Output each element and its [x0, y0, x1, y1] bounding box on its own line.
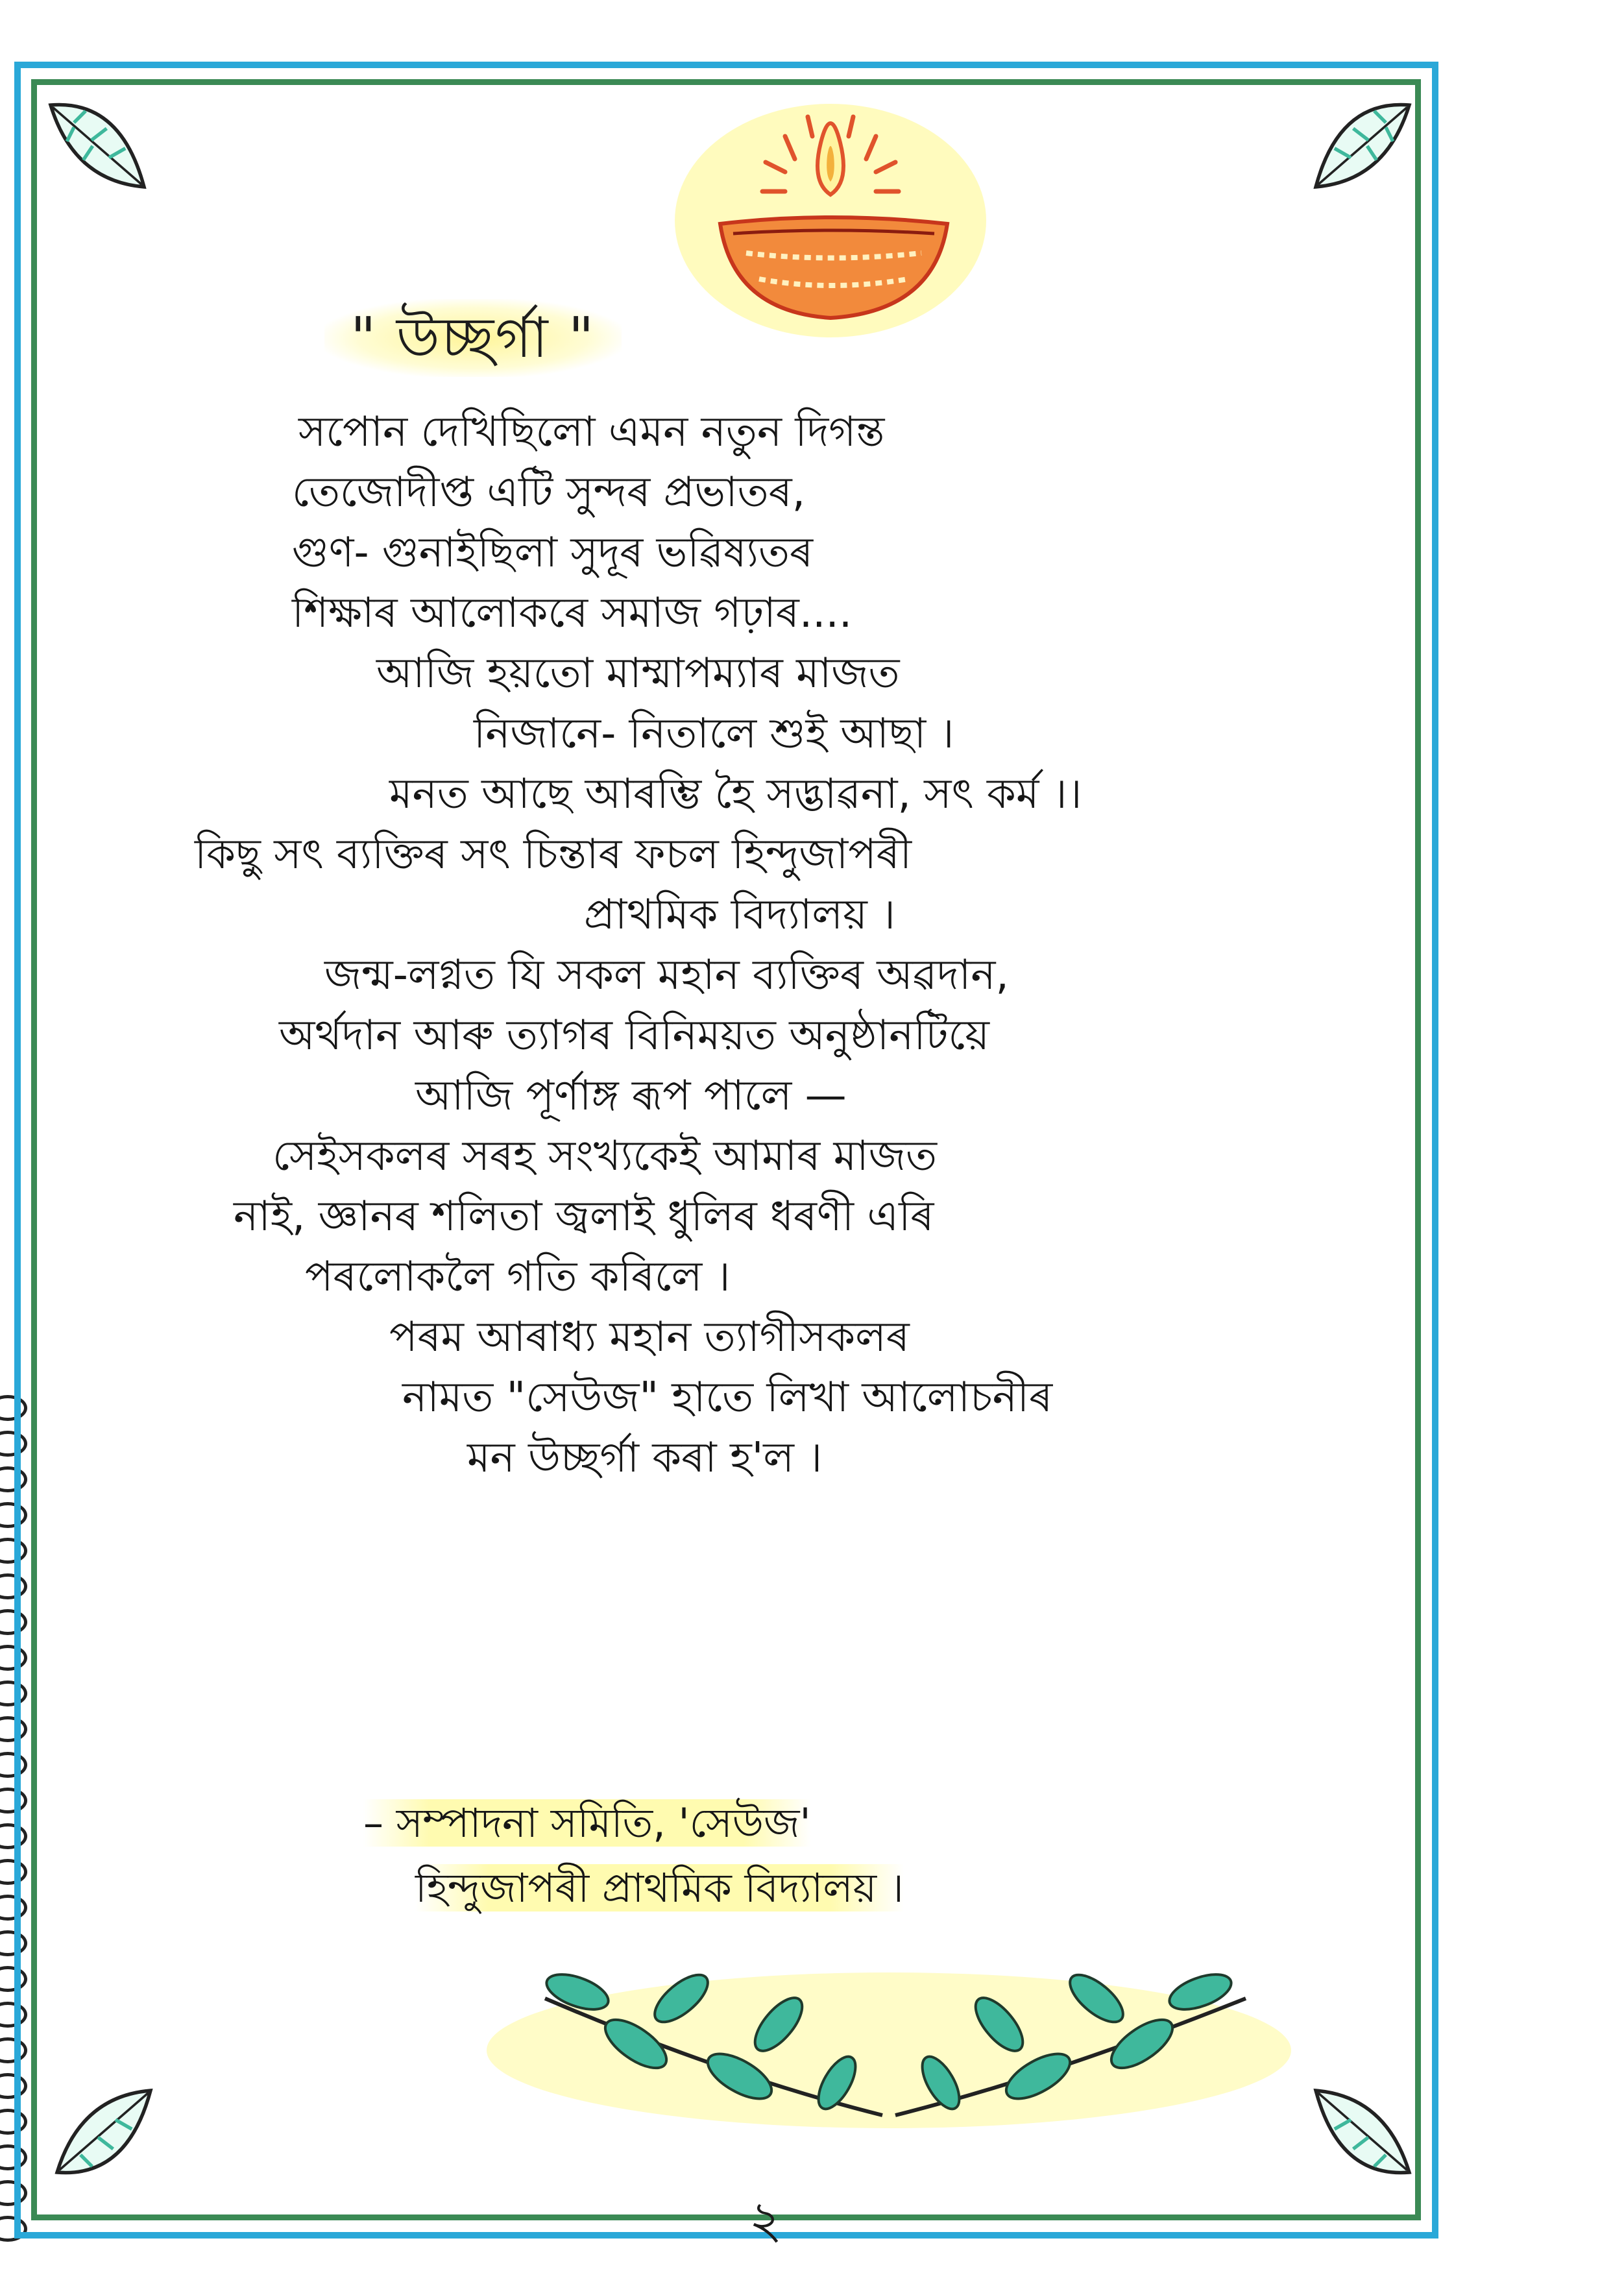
- poem-line: মনত আছে আৰম্ভি হৈ সদ্ভাৱনা, সৎ কৰ্ম ।।: [389, 770, 1082, 818]
- poem-line: গুণ- গুনাইছিলা সুদূৰ ভৱিষ্যতৰ: [292, 529, 814, 577]
- leaf-icon: [1304, 2073, 1421, 2190]
- poem-line: কিছু সৎ ব্যক্তিৰ সৎ চিন্তাৰ ফচল হিন্দুজাপৰী: [195, 831, 912, 879]
- leaf-icon: [45, 2073, 162, 2190]
- poem-line: অৰ্থদান আৰু ত্যাগৰ বিনিময়ত অনুষ্ঠানটিয়ে: [279, 1012, 989, 1060]
- poem-line: সেইসকলৰ সৰহ সংখ্যকেই আমাৰ মাজত: [273, 1132, 937, 1180]
- leafy-branch-icon: [467, 1947, 1311, 2135]
- poem-line: তেজোদীপ্ত এটি সুন্দৰ প্ৰভাতৰ,: [292, 468, 806, 516]
- title-text: " উচ্ছৰ্গা ": [324, 299, 622, 377]
- poem-line: সপোন দেখিছিলো এমন নতুন দিগন্ত: [298, 408, 885, 456]
- page-number: ২: [748, 2190, 783, 2250]
- signature-block: [350, 1791, 1388, 1921]
- poem-line: জন্ম-লগ্নত যি সকল মহান ব্যক্তিৰ অৱদান,: [324, 951, 1009, 999]
- poem-line: নামত "সেউজ" হাতে লিখা আলোচনীৰ: [402, 1374, 1053, 1422]
- leaf-icon: [39, 88, 156, 204]
- poem-line: শিক্ষাৰ আলোকৰে সমাজ গঢ়াৰ....: [292, 589, 853, 637]
- dedication-poem: [195, 402, 1427, 1488]
- poem-line: পৰম আৰাধ্য মহান ত্যাগীসকলৰ: [389, 1313, 910, 1361]
- poem-line: প্ৰাথমিক বিদ্যালয় ।: [584, 891, 896, 939]
- poem-line: নিজানে- নিতালে শুই আছা ।: [474, 710, 954, 758]
- poem-line: আজি পূৰ্ণাঙ্গ ৰূপ পালে —: [415, 1072, 847, 1120]
- poem-line: আজি হয়তো মাম্মাপম্যাৰ মাজত: [376, 649, 900, 698]
- signature-school: হিন্দুজাপৰী প্ৰাথমিক বিদ্যালয় ।: [415, 1864, 904, 1911]
- page-title: [324, 295, 779, 388]
- signature-committee: – সম্পাদনা সমিতি, 'সেউজ': [363, 1799, 811, 1847]
- leaf-icon: [1304, 88, 1421, 204]
- poem-line: পৰলোকলৈ গতি কৰিলে ।: [305, 1253, 731, 1301]
- poem-line: নাই, জ্ঞানৰ শলিতা জ্বলাই ধুলিৰ ধৰণী এৰি: [234, 1193, 934, 1241]
- poem-line: মন উচ্ছৰ্গা কৰা হ'ল ।: [467, 1434, 823, 1482]
